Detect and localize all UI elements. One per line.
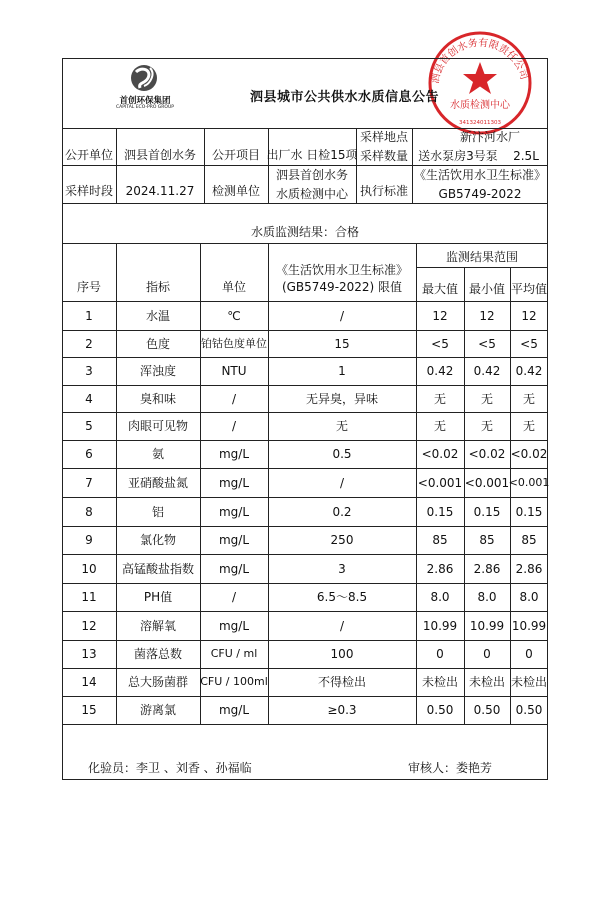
row-indicator: 游离氯 — [139, 703, 176, 717]
time-value: 2024.11.27 — [125, 184, 195, 198]
row-unit: mg/L — [218, 618, 250, 633]
row-min: 无 — [480, 419, 493, 433]
std-value-line2: GB5749-2022 — [438, 186, 522, 201]
row-limit: 0.5 — [332, 447, 352, 461]
unit-label: 公开单位 — [64, 147, 113, 162]
col-limit-line1: 《生活饮用水卫生标准》 — [275, 263, 408, 277]
row-min: 0.42 — [473, 364, 501, 378]
row-no: 3 — [85, 364, 93, 378]
row-min: 未检出 — [468, 675, 505, 689]
row-min: 85 — [479, 533, 495, 547]
row-indicator: 臭和味 — [139, 391, 176, 406]
svg-text:水质检测中心: 水质检测中心 — [450, 100, 510, 111]
row-indicator: 铝 — [151, 504, 164, 519]
svg-text:341324011303: 341324011303 — [459, 120, 501, 126]
item-label: 公开项目 — [211, 147, 260, 162]
row-no: 7 — [85, 475, 93, 490]
row-avg: 未检出 — [510, 675, 547, 689]
time-label: 采样时段 — [64, 184, 113, 198]
row-min: 8.0 — [477, 590, 497, 604]
col-min: 最小值 — [468, 282, 505, 296]
row-no: 2 — [85, 336, 93, 351]
row-max: 0.15 — [426, 504, 454, 519]
row-max: 8.0 — [430, 590, 450, 604]
row-avg: <0.001 — [508, 475, 550, 489]
site-label: 采样地点 — [359, 130, 408, 144]
row-indicator: 氨 — [151, 447, 164, 461]
notice-title: 泗县城市公共供水水质信息公告 — [250, 90, 440, 105]
row-no: 9 — [85, 533, 93, 547]
row-min: <5 — [478, 336, 496, 351]
logo-main-text: 首创环保集团 — [119, 96, 171, 106]
row-no: 15 — [81, 703, 97, 717]
row-limit: 0.2 — [332, 504, 352, 519]
qty-amount: 2.5L — [513, 148, 539, 163]
row-avg: 0.50 — [515, 703, 543, 717]
row-max: <0.02 — [421, 447, 459, 461]
row-avg: 0.15 — [515, 504, 543, 519]
row-max: 未检出 — [421, 675, 458, 689]
row-limit: 100 — [330, 647, 354, 661]
item-value: 出厂水 日检15项 — [266, 147, 358, 162]
row-min: 2.86 — [473, 561, 501, 576]
row-limit: 6.5～8.5 — [316, 590, 368, 604]
row-unit: / — [231, 419, 237, 433]
col-indicator: 指标 — [145, 280, 170, 294]
row-no: 12 — [81, 618, 97, 633]
row-indicator: 总大肠菌群 — [127, 675, 188, 689]
row-avg: 10.99 — [511, 618, 547, 633]
row-avg: 无 — [522, 419, 535, 433]
row-unit: CFU / ml — [210, 647, 258, 660]
row-no: 5 — [85, 419, 93, 433]
reviewer-signature: 审核人：娄艳芳 — [408, 761, 493, 775]
lab-value-line2: 水质检测中心 — [275, 186, 348, 201]
lab-value-line1: 泗县首创水务 — [275, 167, 348, 182]
result-summary: 水质监测结果：合格 — [250, 225, 359, 239]
row-avg: 0 — [525, 647, 533, 661]
row-limit: 无 — [335, 419, 348, 433]
row-no: 11 — [81, 590, 97, 604]
row-limit: 250 — [330, 533, 354, 547]
row-limit: 15 — [334, 336, 350, 351]
row-indicator: 氯化物 — [139, 533, 176, 547]
row-max: 85 — [432, 533, 448, 547]
row-min: <0.02 — [468, 447, 506, 461]
row-avg: 无 — [522, 391, 535, 406]
row-limit: 1 — [338, 364, 346, 378]
row-avg: <5 — [520, 336, 538, 351]
logo-sub-text: CAPITAL ECO-PRO GROUP — [116, 105, 174, 110]
row-max: 无 — [433, 391, 446, 406]
row-avg: 8.0 — [519, 590, 539, 604]
row-no: 14 — [81, 675, 97, 689]
row-no: 6 — [85, 447, 93, 461]
site-value: 新汴河水厂 — [459, 130, 520, 144]
row-limit: ≥0.3 — [327, 703, 357, 717]
row-indicator: PH值 — [143, 590, 173, 604]
row-indicator: 溶解氧 — [139, 618, 176, 633]
row-max: 10.99 — [422, 618, 458, 633]
row-indicator: 亚硝酸盐氮 — [127, 475, 188, 490]
col-max: 最大值 — [421, 282, 458, 296]
row-avg: 12 — [521, 308, 537, 323]
row-limit: / — [339, 618, 345, 633]
row-unit: mg/L — [218, 703, 250, 717]
row-min: 0 — [483, 647, 491, 661]
row-max: 0.42 — [426, 364, 454, 378]
lab-label: 检测单位 — [211, 184, 260, 198]
row-limit: / — [339, 308, 345, 323]
row-unit: mg/L — [218, 475, 250, 490]
row-limit: / — [339, 475, 345, 490]
row-avg: <0.02 — [510, 447, 548, 461]
row-min: <0.001 — [464, 475, 510, 490]
row-unit: mg/L — [218, 504, 250, 519]
row-unit: / — [231, 391, 237, 406]
svg-text:泗县首创水务有限责任公司: 泗县首创水务有限责任公司 — [430, 37, 530, 85]
row-no: 1 — [85, 308, 93, 323]
row-unit: mg/L — [218, 561, 250, 576]
row-unit: mg/L — [218, 447, 250, 461]
qty-value: 送水泵房3号泵 — [418, 148, 498, 163]
row-limit: 无异臭，异味 — [305, 391, 378, 406]
col-range: 监测结果范围 — [445, 250, 518, 264]
col-no: 序号 — [76, 280, 101, 294]
row-limit: 3 — [338, 561, 346, 576]
row-min: 0.50 — [473, 703, 501, 717]
row-min: 10.99 — [469, 618, 505, 633]
row-unit: / — [231, 590, 237, 604]
row-limit: 不得检出 — [317, 675, 366, 689]
row-no: 10 — [81, 561, 97, 576]
testers-signature: 化验员：李卫 、刘香 、孙福临 — [88, 761, 252, 775]
row-unit: ℃ — [227, 308, 241, 323]
row-max: 无 — [433, 419, 446, 433]
qty-label: 采样数量 — [359, 148, 408, 163]
std-label: 执行标准 — [359, 184, 408, 198]
row-avg: 85 — [521, 533, 537, 547]
row-avg: 2.86 — [515, 561, 543, 576]
row-avg: 0.42 — [515, 364, 543, 378]
col-avg: 平均值 — [510, 282, 547, 296]
row-min: 12 — [479, 308, 495, 323]
row-max: 12 — [432, 308, 448, 323]
row-unit: NTU — [221, 364, 247, 378]
row-max: <0.001 — [417, 475, 463, 490]
row-no: 13 — [81, 647, 97, 661]
row-max: <5 — [431, 336, 449, 351]
col-limit-line2: (GB5749-2022) 限值 — [281, 280, 403, 294]
unit-value: 泗县首创水务 — [123, 147, 196, 162]
row-no: 8 — [85, 504, 93, 519]
col-unit: 单位 — [221, 280, 246, 294]
row-unit: 铂钴色度单位 — [201, 336, 267, 350]
row-no: 4 — [85, 391, 93, 406]
row-indicator: 菌落总数 — [133, 647, 182, 661]
row-indicator: 色度 — [145, 336, 170, 351]
row-max: 0.50 — [426, 703, 454, 717]
row-indicator: 水温 — [145, 308, 170, 323]
row-unit: mg/L — [218, 533, 250, 547]
row-min: 无 — [480, 391, 493, 406]
std-value-line1: 《生活饮用水卫生标准》 — [413, 167, 546, 182]
row-max: 2.86 — [426, 561, 454, 576]
row-unit: CFU / 100ml — [200, 675, 268, 688]
row-indicator: 肉眼可见物 — [127, 419, 188, 433]
row-max: 0 — [436, 647, 444, 661]
row-indicator: 浑浊度 — [139, 364, 176, 378]
row-min: 0.15 — [473, 504, 501, 519]
row-indicator: 高锰酸盐指数 — [121, 561, 194, 576]
